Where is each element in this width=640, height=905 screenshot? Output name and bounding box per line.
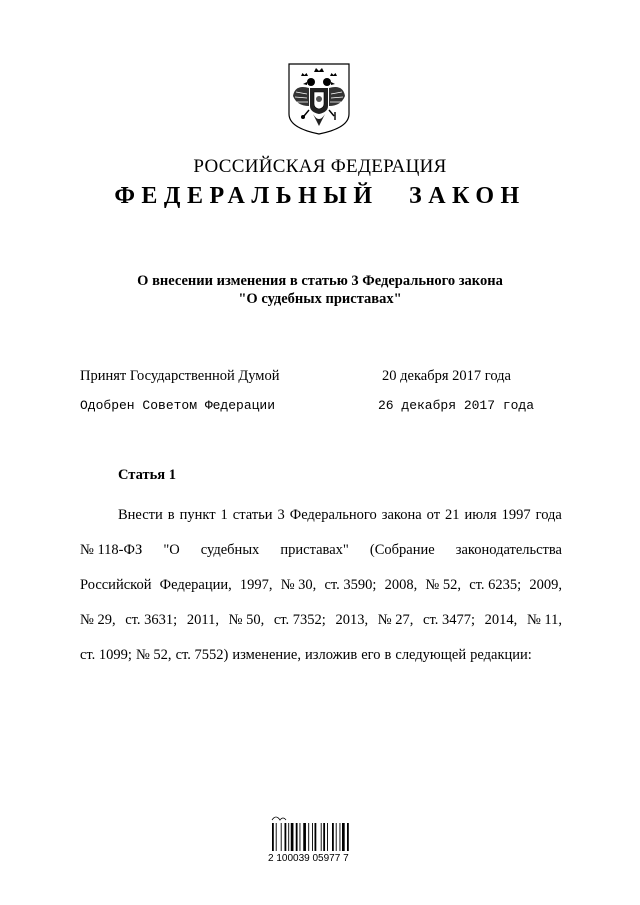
paragraph-word: 2009, [529,577,562,593]
paragraph-line [80,568,562,603]
paragraph-word: ст. 3477; [423,612,475,628]
paragraph-word: № 52, [135,647,172,663]
paragraph-word: 1997 [501,507,531,523]
paragraph-line [80,603,562,638]
paragraph-word: 2013, [335,612,369,628]
paragraph-word: 1997, [239,577,273,593]
paragraph-word: 21 [445,507,460,523]
paragraph-word: 1 [220,507,228,523]
paragraph-word: в [384,647,392,663]
paragraph-line [80,638,562,673]
paragraph-word: ст. 1099; [80,647,132,663]
country-name: РОССИЙСКАЯ ФЕДЕРАЦИЯ [193,156,447,177]
paragraph-word: Внести [118,507,163,523]
paragraph-word: судебных [200,542,260,558]
paragraph-word: № 118-ФЗ [80,542,143,558]
paragraph-word: в [167,507,175,523]
paragraph-word: законодательства [455,542,562,558]
paragraph-word: № 50, [228,612,265,628]
law-title-line-2: "О судебных приставах" [238,291,402,307]
paragraph-word: № 29, [80,612,116,628]
paragraph-word: от [426,507,441,523]
barcode-icon [270,813,370,873]
paragraph-word: 2008, [384,577,418,593]
paragraph-word: ст. 6235; [469,577,522,593]
paragraph-word: ст. 3631; [125,612,178,628]
law-title-line-1: О внесении изменения в статью 3 Федерального закона [137,273,503,289]
paragraph-word: № 27, [377,612,414,628]
paragraph-line [80,498,562,533]
paragraph-word: № 52, [425,577,462,593]
paragraph-word: редакции: [470,647,532,663]
paragraph-word: № 30, [280,577,317,593]
paragraph-line [80,533,562,568]
state-emblem-icon [287,62,351,136]
paragraph-word: Российской [80,577,152,593]
paragraph-word: ст. 7352; [273,612,326,628]
paragraph-word: 2014, [484,612,518,628]
paragraph-word: следующей [395,647,467,663]
document-type: ФЕДЕРАЛЬНЫЙ ЗАКОН [114,183,526,209]
council-approval-date: 26 декабря 2017 года [378,398,535,413]
paragraph-word: года [535,507,562,523]
paragraph-word: закона [381,507,422,523]
duma-adoption-date: 20 декабря 2017 года [382,368,511,384]
paragraph-word: изложив [305,647,358,663]
barcode-number: 2 100039 05977 7 [268,853,349,864]
paragraph-word: Федерации, [159,577,232,593]
article-paragraph [80,498,562,673]
paragraph-word: приставах" [280,542,349,558]
article-heading: Статья 1 [118,467,176,483]
paragraph-word: "О [163,542,180,558]
paragraph-word: № 11, [526,612,562,628]
paragraph-word: 3 [277,507,285,523]
duma-adoption-label: Принят Государственной Думой [80,368,280,384]
paragraph-word: 2011, [186,612,219,628]
paragraph-word: пункт [179,507,216,523]
paragraph-word: июля [464,507,497,523]
paragraph-word: (Собрание [369,542,435,558]
paragraph-word: ст. 3590; [324,577,377,593]
paragraph-word: статьи [232,507,273,523]
paragraph-word: изменение, [232,647,301,663]
paragraph-word: его [361,647,381,663]
council-approval-label: Одобрен Советом Федерации [80,398,276,413]
law-title [0,272,640,308]
paragraph-word: ст. 7552) [175,647,229,663]
paragraph-word: Федерального [289,507,377,523]
